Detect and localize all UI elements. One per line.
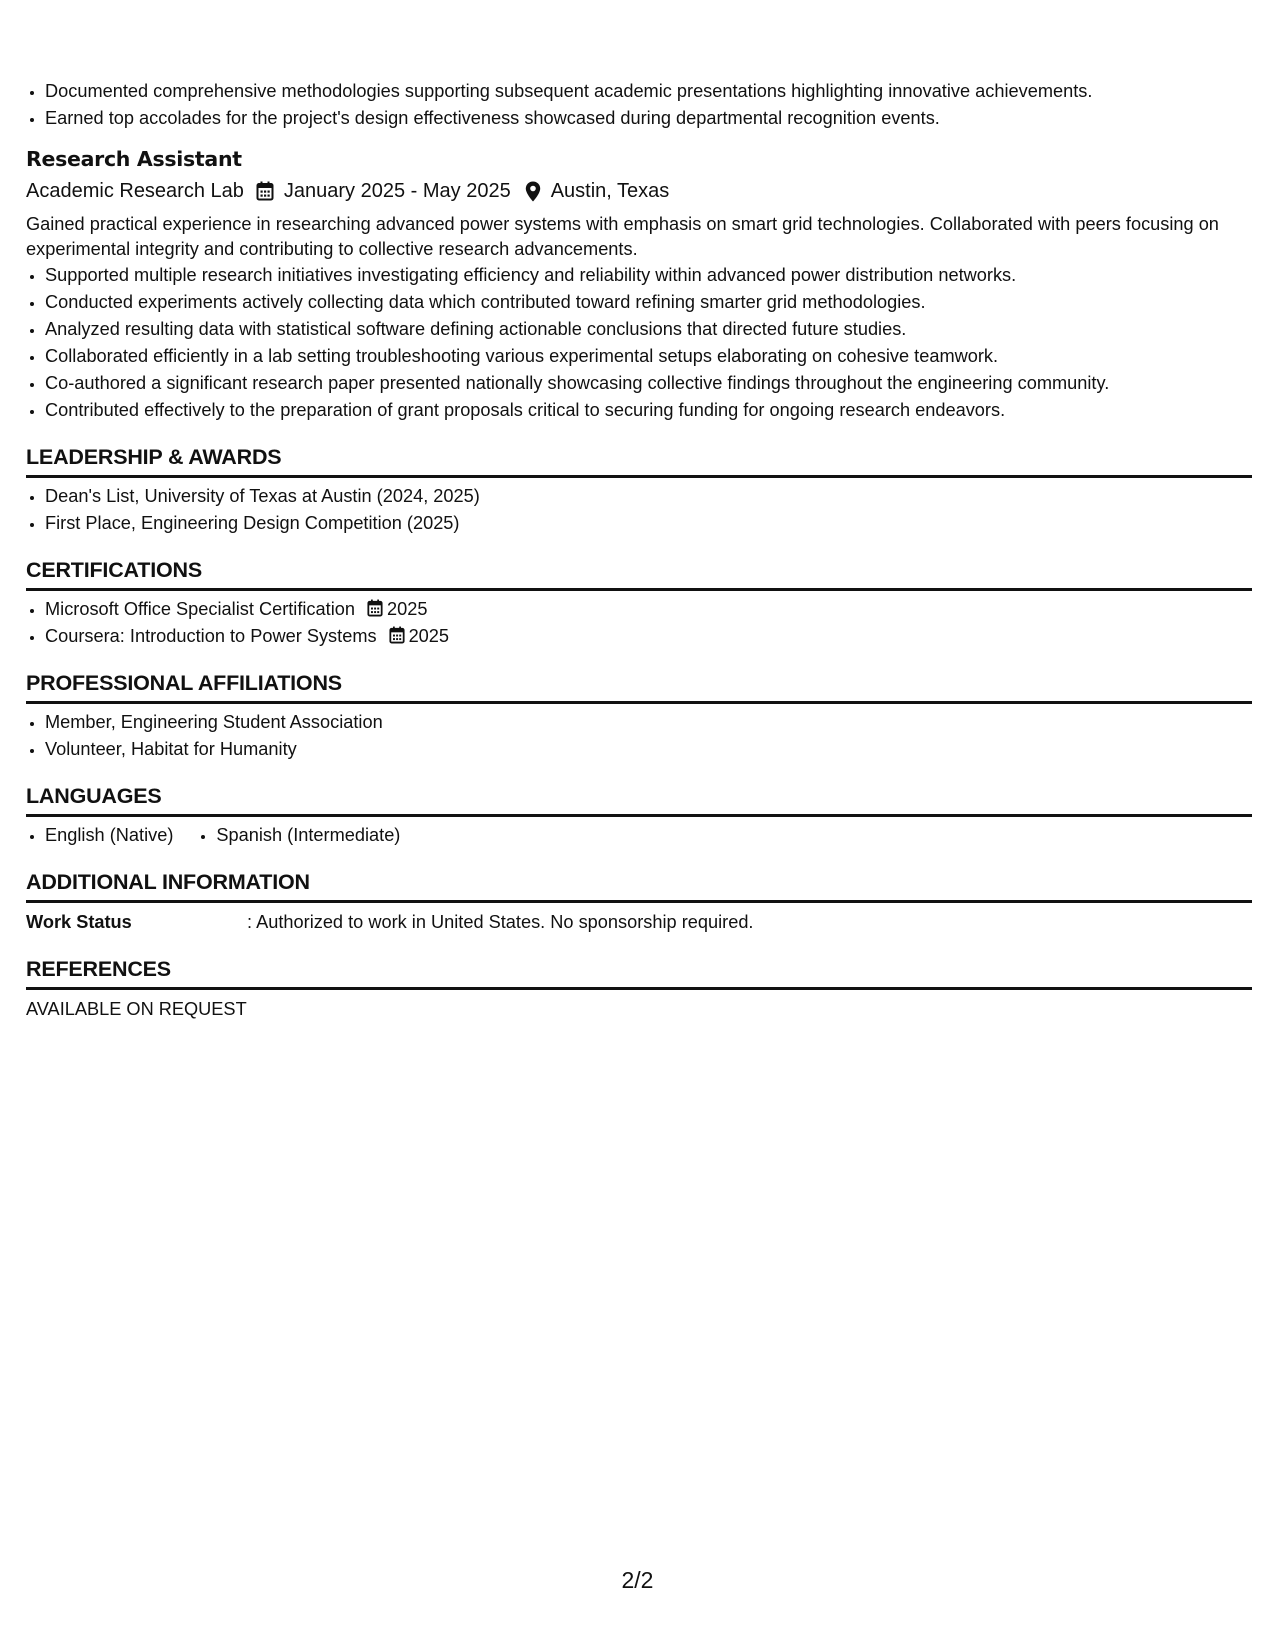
calendar-icon [367,599,383,617]
work-status-row [26,908,1252,936]
leadership-list [26,483,1252,537]
section-heading: LEADERSHIP & AWARDS [26,436,1252,478]
references-section [26,948,1252,1023]
bullet-item: • Collaborated efficiently in a lab setting troubleshooting various experimental setups elaborating on cohesive teamwork. [45,343,1252,370]
job-title: Research Assistant [26,147,242,171]
bullet-item: • Conducted experiments actively collecting data which contributed toward refining smarter grid methodologies. [45,289,1252,316]
bullet-item: • Analyzed resulting data with statistical software defining actionable conclusions that directed future studies. [45,316,1252,343]
list-item: • Member, Engineering Student Association [45,709,1252,736]
list-item: • Dean's List, University of Texas at Austin (2024, 2025) [45,483,1252,510]
bullet-item: • Supported multiple research initiatives investigating efficiency and reliability within advanced power distribution networks. [45,262,1252,289]
section-heading: ADDITIONAL INFORMATION [26,861,1252,903]
bullet-item: • Earned top accolades for the project's design effectiveness showcased during departmental recognition events. [45,105,1252,132]
calendar-icon [256,181,274,201]
calendar-icon [389,626,405,644]
list-item [45,596,1252,623]
job-bullets [26,262,1252,424]
languages-row [26,822,1252,849]
leadership-section [26,436,1252,537]
job-location: Austin, Texas [550,180,670,202]
certification-name: Coursera: Introduction to Power Systems [45,626,377,646]
certifications-list [26,596,1252,650]
affiliations-list [26,709,1252,763]
languages-list [26,822,443,849]
languages-section [26,775,1252,849]
bullet-item: • Co-authored a significant research paper presented nationally showcasing collective findings throughout the engineering community. [45,370,1252,397]
section-heading: LANGUAGES [26,775,1252,817]
job-dates: January 2025 - May 2025 [283,180,511,202]
job-summary: Gained practical experience in researching advanced power systems with emphasis on smart grid technologies. Collaborated with peers focusing on experimental integrity and contributing to collective research advancements. [26,214,1219,259]
list-item: • First Place, Engineering Design Competition (2025) [45,510,1252,537]
resume-page [26,78,1252,1023]
page-number: 2/2 [621,1567,654,1593]
certification-year: 2025 [386,599,428,619]
additional-info-section [26,861,1252,936]
job-organization: Academic Research Lab [26,180,244,202]
certifications-section [26,549,1252,650]
section-heading: CERTIFICATIONS [26,549,1252,591]
work-status-value: : Authorized to work in United States. No sponsorship required. [247,912,754,932]
previous-job-bullets [26,78,1252,132]
bullet-item: • Documented comprehensive methodologies supporting subsequent academic presentations highlighting innovative achievements. [45,78,1252,105]
list-item: • Volunteer, Habitat for Humanity [45,736,1252,763]
job-meta [26,176,1252,206]
map-pin-icon [525,181,541,202]
job-entry [26,145,1252,424]
affiliations-section [26,662,1252,763]
work-status-label: Work Status [26,912,132,932]
section-heading: REFERENCES [26,948,1252,990]
list-item [45,623,1252,650]
references-text: AVAILABLE ON REQUEST [26,999,247,1019]
certification-year: 2025 [408,626,450,646]
section-heading: PROFESSIONAL AFFILIATIONS [26,662,1252,704]
list-item: • English (Native) [45,822,173,849]
bullet-item: • Contributed effectively to the preparation of grant proposals critical to securing funding for ongoing research endeavors. [45,397,1252,424]
list-item: • Spanish (Intermediate) [216,822,400,849]
certification-name: Microsoft Office Specialist Certification [45,599,355,619]
